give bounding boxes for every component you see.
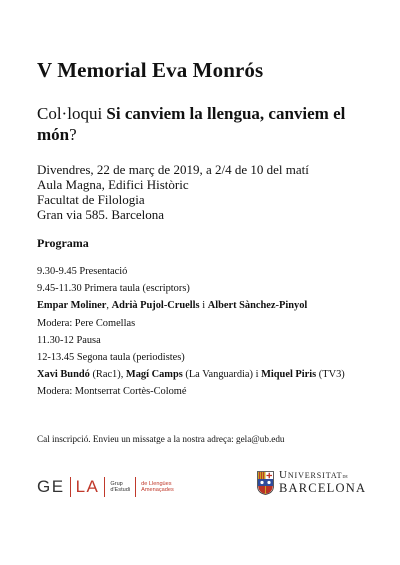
speaker-name: Adrià Pujol-Cruells xyxy=(111,300,200,312)
event-info xyxy=(37,162,309,222)
gela-divider xyxy=(135,477,136,497)
event-subtitle xyxy=(37,103,367,145)
ub-wordmark xyxy=(279,469,366,496)
event-address: Gran via 585. Barcelona xyxy=(37,207,165,222)
registration-note: Cal inscripció. Envieu un missatge a la nostra adreça: gela@ub.edu xyxy=(37,434,285,444)
programme-item: 9.30-9.45 Presentació xyxy=(37,266,128,277)
gela-small-line: de Llengües xyxy=(141,480,172,487)
gela-small-line: d'Estudi xyxy=(110,487,131,493)
programme-item: Modera: Pere Comellas xyxy=(37,317,136,329)
gela-word-a: GE xyxy=(37,477,65,496)
gela-divider xyxy=(104,477,105,497)
programme-list xyxy=(37,263,345,401)
programme-item: 9.45-11.30 Primera taula (escriptors) xyxy=(37,283,190,295)
subtitle-prefix: Col·loqui xyxy=(37,104,107,123)
ub-word-universitat: Universitat xyxy=(279,469,343,481)
ub-logo xyxy=(257,469,366,496)
event-date: Divendres, 22 de març de 2019, a 2/4 de 10 del matí xyxy=(37,162,309,177)
gela-wordmark xyxy=(37,477,99,497)
speaker-separator: , xyxy=(106,300,112,312)
speaker-affiliation: (TV3) xyxy=(316,369,345,381)
event-title: V Memorial Eva Monrós xyxy=(37,58,264,82)
gela-word-b: LA xyxy=(75,477,100,496)
ub-line-2: BARCELONA xyxy=(279,481,367,495)
event-venue: Aula Magna, Edifici Històric xyxy=(37,177,189,192)
programme-item-speakers xyxy=(37,366,345,383)
speaker-affiliation: (La Vanguardia) i xyxy=(182,369,262,381)
ub-word-de: de xyxy=(342,474,348,480)
programme-item: 11.30-12 Pausa xyxy=(37,334,101,346)
speaker-name: Empar Moliner xyxy=(37,300,107,312)
programme-item-speakers xyxy=(37,297,345,314)
speaker-affiliation: (Rac1), xyxy=(89,369,126,381)
gela-small-line: Grup xyxy=(110,480,123,487)
event-faculty: Facultat de Filologia xyxy=(37,192,145,207)
subtitle-suffix: ? xyxy=(69,125,77,144)
gela-small-line: Amenaçades xyxy=(141,487,174,493)
ub-shield-icon xyxy=(257,471,274,495)
programme-heading: Programa xyxy=(37,236,89,250)
gela-small-text-1 xyxy=(110,481,130,494)
speaker-name: Albert Sànchez-Pinyol xyxy=(207,300,308,312)
speaker-name: Xavi Bundó xyxy=(37,369,90,381)
speaker-name: Magí Camps xyxy=(125,369,183,381)
subtitle-bold: Si canviem la llengua, canviem el món xyxy=(37,104,346,144)
ub-line-1 xyxy=(279,469,366,481)
gela-small-text-2 xyxy=(141,481,174,494)
programme-item: Modera: Montserrat Cortès-Colomé xyxy=(37,386,187,398)
speaker-name: Miquel Piris xyxy=(261,369,317,381)
gela-logo xyxy=(37,476,174,498)
speaker-separator: i xyxy=(199,300,208,312)
programme-item: 12-13.45 Segona taula (periodistes) xyxy=(37,352,185,364)
gela-divider xyxy=(70,477,71,497)
